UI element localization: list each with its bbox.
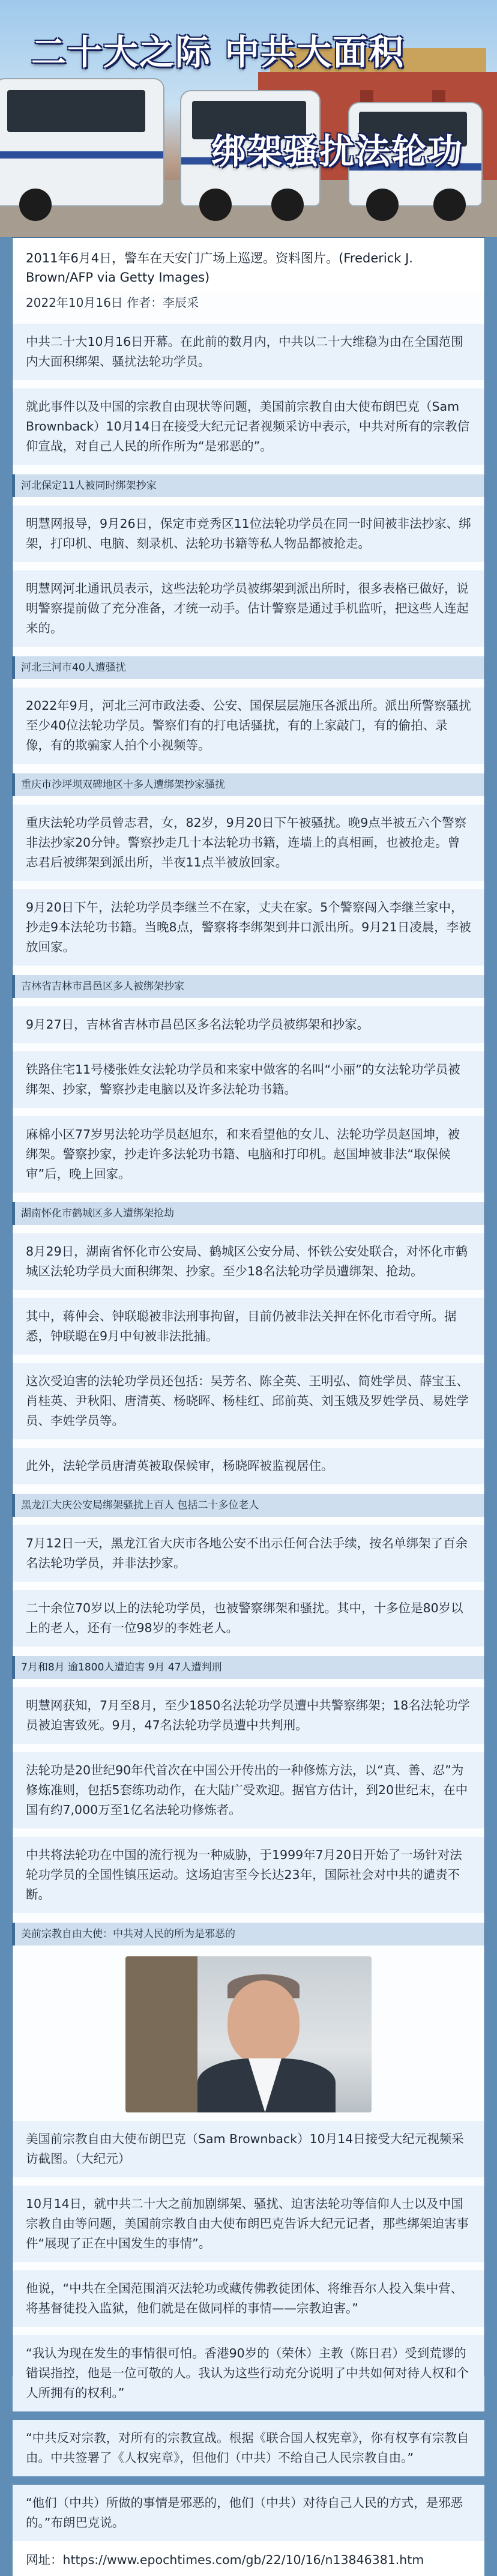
article-blocks [13,324,484,2541]
paragraph: 10月14日，就中共二十大之前加剧绑架、骚扰、迫害法轮功等信仰人士以及中国宗教自由等问题，美国前宗教自由大使布朗巴克告诉大纪元记者，那些绑架迫害事件“展现了正在中国发生的事情”。 [13,2186,484,2262]
paragraph: 法轮功是20世纪90年代首次在中国公开传出的一种修炼方法，以“真、善、忍”为修炼准则，包括5套练功动作，在大陆广受欢迎。据官方估计，到20世纪末，在中国有约7,000万至1亿名法轮功修炼者。 [13,1752,484,1828]
section-heading: 美前宗教自由大使：中共对人民的所为是邪恶的 [13,1923,484,1946]
paragraph: 明慧网河北通讯员表示，这些法轮功学员被绑架到派出所时，很多表格已做好，说明警察提前做了充分准备，才统一动手。估计警察是通过手机监听，把这些人连起来的。 [13,570,484,647]
paragraph: 二十余位70岁以上的法轮功学员，也被警察绑架和骚扰。其中，十多位是80岁以上的老人，还有一位98岁的李姓老人。 [13,1590,484,1646]
paragraph: 9月27日，吉林省吉林市昌邑区多名法轮功学员被绑架和抄家。 [13,1006,484,1043]
paragraph: 重庆法轮功学员曾志君，女，82岁，9月20日下午被骚扰。晚9点半被五六个警察非法抄家20分钟。警察抄走几十本法轮功书籍，连墙上的真相画，也被抢走。曾志君后被绑架到派出所，半夜11点半被放回家。 [13,805,484,881]
police-van [0,78,164,207]
paragraph: 这次受迫害的法轮功学员还包括：吴芳名、陈全英、王明弘、简姓学员、薛宝玉、肖桂英、尹秋阳、唐清英、杨晓晖、杨桂红、邱前英、刘玉娥及罗姓学员、易姓学员、李姓学员等。 [13,1363,484,1439]
paragraph: 中共将法轮功在中国的流行视为一种威胁，于1999年7月20日开始了一场针对法轮功学员的全国性镇压运动。这场迫害至今长达23年，国际社会对中共的谴责不断。 [13,1837,484,1913]
paragraph: 铁路住宅11号楼张姓女法轮功学员和来家中做客的名叫“小丽”的女法轮功学员被绑架、抄家，警察抄走电脑以及许多法轮功书籍。 [13,1051,484,1108]
section-heading: 湖南怀化市鹤城区多人遭绑架抢劫 [13,1202,484,1225]
paragraph: 其中，蒋仲会、钟联聪被非法刑事拘留，目前仍被非法关押在怀化市看守所。据悉，钟联聪在9月中旬被非法批捕。 [13,1298,484,1355]
paragraph: “我认为现在发生的事情很可怕。香港90岁的（荣休）主教（陈日君）受到荒谬的错误指控，他是一位可敬的人。我认为这些行动充分说明了中共如何对待人权和个人所拥有的权利。” [13,2335,484,2411]
paragraph: 就此事件以及中国的宗教自由现状等问题，美国前宗教自由大使布朗巴克（Sam Brownback）10月14日在接受大纪元记者视频采访中表示，中共对所有的宗教信仰宣战，对自己人民的所作所为“是邪恶的”。 [13,389,484,465]
paragraph: 明慧网报导，9月26日，保定市竞秀区11位法轮功学员在同一时间被非法抄家、绑架，打印机、电脑、刻录机、法轮功书籍等私人物品都被抢走。 [13,506,484,562]
article-url[interactable]: 网址：https://www.epochtimes.com/gb/22/10/16/n13846381.htm [13,2541,484,2576]
paragraph: 7月12日一天，黑龙江省大庆市各地公安不出示任何合法手续，按名单绑架了百余名法轮功学员，并非法抄家。 [13,1525,484,1582]
interview-screenshot [125,1956,372,2112]
paragraph: 明慧网获知，7月至8月，至少1850名法轮功学员遭中共警察绑架；18名法轮功学员被迫害致死。9月，47名法轮功学员遭中共判刑。 [13,1687,484,1744]
photo-caption: 2011年6月4日，警车在天安门广场上巡逻。资料图片。(Frederick J. Brown/AFP via Getty Images) [13,238,484,293]
section-heading: 黑龙江大庆公安局绑架骚扰上百人 包括二十多位老人 [13,1494,484,1517]
article-meta: 2022年10月16日 作者：李辰采 [26,295,199,310]
paragraph: “中共反对宗教，对所有的宗教宣战。根据《联合国人权宪章》，你有权享有宗教自由。中共签署了《人权宪章》，但他们（中共）不给自己人民宗教自由。” [13,2420,484,2476]
section-heading: 7月和8月 逾1800人遭迫害 9月 47人遭判刑 [13,1656,484,1679]
paragraph: 他说，“中共在全国范围消灭法轮功或藏传佛教徒团体、将维吾尔人投入集中营、将基督徒投入监狱，他们就是在做同样的事情——宗教迫害。” [13,2270,484,2327]
paragraph: 麻棉小区77岁男法轮功学员赵旭东，和来看望他的女儿、法轮功学员赵国坤，被绑架。警察抄家，抄走许多法轮功书籍、电脑和打印机。赵国坤被非法“取保候审”后，晚上回家。 [13,1116,484,1193]
paragraph: 8月29日，湖南省怀化市公安局、鹤城区公安分局、怀铁公安处联合，对怀化市鹤城区法轮功学员大面积绑架、抄家。至少18名法轮功学员遭绑架、抢劫。 [13,1233,484,1290]
paragraph: 9月20日下午，法轮功学员李继兰不在家，丈夫在家。5个警察闯入李继兰家中，抄走9本法轮功书籍。当晚8点，警察将李绑架到井口派出所。9月21日凌晨，李被放回家。 [13,889,484,966]
section-heading: 河北三河市40人遭骚扰 [13,656,484,679]
paragraph: 2022年9月，河北三河市政法委、公安、国保层层施压各派出所。派出所警察骚扰至少40位法轮功学员。警察们有的打电话骚扰，有的上家敲门，有的偷拍、录像，有的欺骗家人拍个小视频等。 [13,688,484,764]
brownback-photo [13,1956,484,2112]
section-heading: 河北保定11人被同时绑架抄家 [13,474,484,497]
hero-title-line1: 二十大之际 中共大面积 [31,32,405,73]
section-heading: 吉林省吉林市昌邑区多人被绑架抄家 [13,975,484,998]
article-body [12,237,485,2567]
paragraph: 美国前宗教自由大使布朗巴克（Sam Brownback）10月14日接受大纪元视频采访截图。（大纪元） [13,2121,484,2177]
hero-image [0,0,497,237]
paragraph: “他们（中共）所做的事情是邪恶的，他们（中共）对待自己人民的方式，是邪恶的。”布朗巴克说。 [13,2485,484,2541]
hero-title-line2: 绑架骚扰法轮功 [211,131,464,172]
paragraph: 此外，法轮学员唐清英被取保候审，杨晓晖被监视居住。 [13,1448,484,1484]
section-heading: 重庆市沙坪坝双碑地区十多人遭绑架抄家骚扰 [13,773,484,796]
paragraph: 中共二十大10月16日开幕。在此前的数月内，中共以二十大维稳为由在全国范围内大面积绑架、骚扰法轮功学员。 [13,324,484,380]
